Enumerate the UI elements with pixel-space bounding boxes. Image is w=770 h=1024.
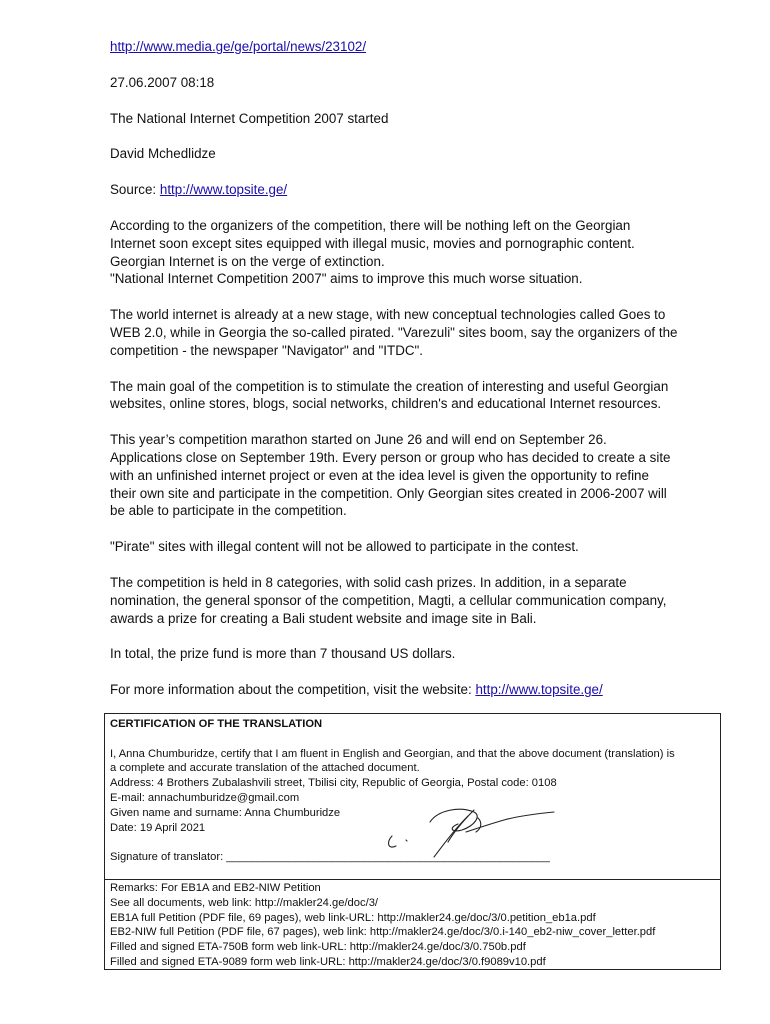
certification-statement-2: a complete and accurate translation of the attached document. (110, 762, 420, 775)
paragraph-line: awards a prize for creating a Bali student website and image site in Bali. (110, 610, 537, 626)
article-datetime: 27.06.2007 08:18 (110, 74, 215, 90)
more-info-label: For more information about the competition, visit the website: (110, 682, 476, 698)
paragraph-line: "Pirate" sites with illegal content will not be allowed to participate in the contest. (110, 539, 579, 555)
remarks-line: EB2-NIW full Petition (PDF file, 67 pages), web link: http://makler24.ge/doc/3/0.i-140_eb2-niw_cover_letter.pdf (110, 926, 656, 939)
article-paragraph (110, 217, 720, 288)
remarks-line: See all documents, web link: http://makler24.ge/doc/3/ (110, 896, 379, 909)
paragraph-line: websites, online stores, blogs, social networks, children's and educational Internet resources. (110, 396, 662, 412)
article (110, 38, 720, 699)
translator-email: E-mail: annachumburidze@gmail.com (110, 791, 300, 804)
certification-date: Date: 19 April 2021 (110, 821, 206, 834)
article-source (110, 181, 720, 199)
remarks-box (104, 879, 721, 970)
handwritten-signature (378, 802, 558, 864)
article-url[interactable] (110, 38, 720, 56)
article-url-link[interactable]: http://www.media.ge/ge/portal/news/23102/ (110, 39, 367, 54)
more-info (110, 681, 720, 699)
paragraph-line: competition - the newspaper "Navigator" and "ITDC". (110, 342, 424, 358)
paragraph-line: WEB 2.0, while in Georgia the so-called pirated. "Varezuli" sites boom, say the organizers of the (110, 324, 678, 340)
paragraph-line: According to the organizers of the competition, there will be nothing left on the Georgian (110, 217, 631, 233)
article-paragraph (110, 574, 720, 627)
paragraph-line: This year’s competition marathon started on June 26 and will end on September 26. (110, 432, 607, 448)
paragraph-line: Georgian Internet is on the verge of extinction. (110, 253, 385, 269)
certification-title: CERTIFICATION OF THE TRANSLATION (110, 718, 323, 730)
article-author: David Mchedlidze (110, 146, 216, 162)
article-paragraph (110, 378, 720, 414)
remarks-line: EB1A full Petition (PDF file, 69 pages), web link-URL: http://makler24.ge/doc/3/0.petition_eb1a.pdf (110, 911, 596, 924)
more-info-link[interactable]: http://www.topsite.ge/ (475, 682, 603, 698)
article-body (110, 217, 720, 663)
article-title: The National Internet Competition 2007 started (110, 110, 389, 126)
paragraph-line: Internet soon except sites equipped with illegal music, movies and pornographic content. (110, 235, 635, 251)
article-paragraph (110, 645, 720, 663)
remarks-line: Remarks: For EB1A and EB2-NIW Petition (110, 882, 321, 894)
paragraph-line: with an unfinished internet project or even at the idea level is given the opportunity to refine (110, 467, 649, 483)
article-paragraph (110, 538, 720, 556)
paragraph-line: Applications close on September 19th. Every person or group who has decided to create a site (110, 449, 671, 465)
article-paragraph (110, 431, 720, 520)
paragraph-line: The world internet is already at a new stage, with new conceptual technologies called Goes to (110, 307, 666, 323)
remarks-line: Filled and signed ETA-9089 form web link-URL: http://makler24.ge/doc/3/0.f9089v10.pdf (110, 955, 546, 968)
translator-address: Address: 4 Brothers Zubalashvili street, Tbilisi city, Republic of Georgia, Postal code: 0108 (110, 777, 557, 790)
paragraph-line: In total, the prize fund is more than 7 thousand US dollars. (110, 646, 456, 662)
remarks-line: Filled and signed ETA-750B form web link-URL: http://makler24.ge/doc/3/0.750b.pdf (110, 941, 526, 954)
paragraph-line: nomination, the general sponsor of the competition, Magti, a cellular communication company, (110, 592, 667, 608)
paragraph-line: The main goal of the competition is to stimulate the creation of interesting and useful Georgian (110, 378, 669, 394)
certification-statement-1: I, Anna Chumburidze, certify that I am fluent in English and Georgian, and that the above document (translation) is (110, 747, 675, 760)
paragraph-line: The competition is held in 8 categories, with solid cash prizes. In addition, in a separate (110, 574, 627, 590)
source-label: Source: (110, 182, 160, 198)
article-paragraph (110, 306, 720, 359)
translator-name: Given name and surname: Anna Chumburidze (110, 806, 341, 819)
signature-label: Signature of translator: ____________________________________________________ (110, 851, 550, 864)
remarks-lines (110, 881, 715, 970)
paragraph-line: be able to participate in the competition. (110, 503, 347, 519)
source-link[interactable]: http://www.topsite.ge/ (159, 182, 288, 198)
paragraph-line: "National Internet Competition 2007" aims to improve this much worse situation. (110, 271, 583, 287)
paragraph-line: their own site and participate in the competition. Only Georgian sites created in 2006-2007 will (110, 485, 667, 501)
